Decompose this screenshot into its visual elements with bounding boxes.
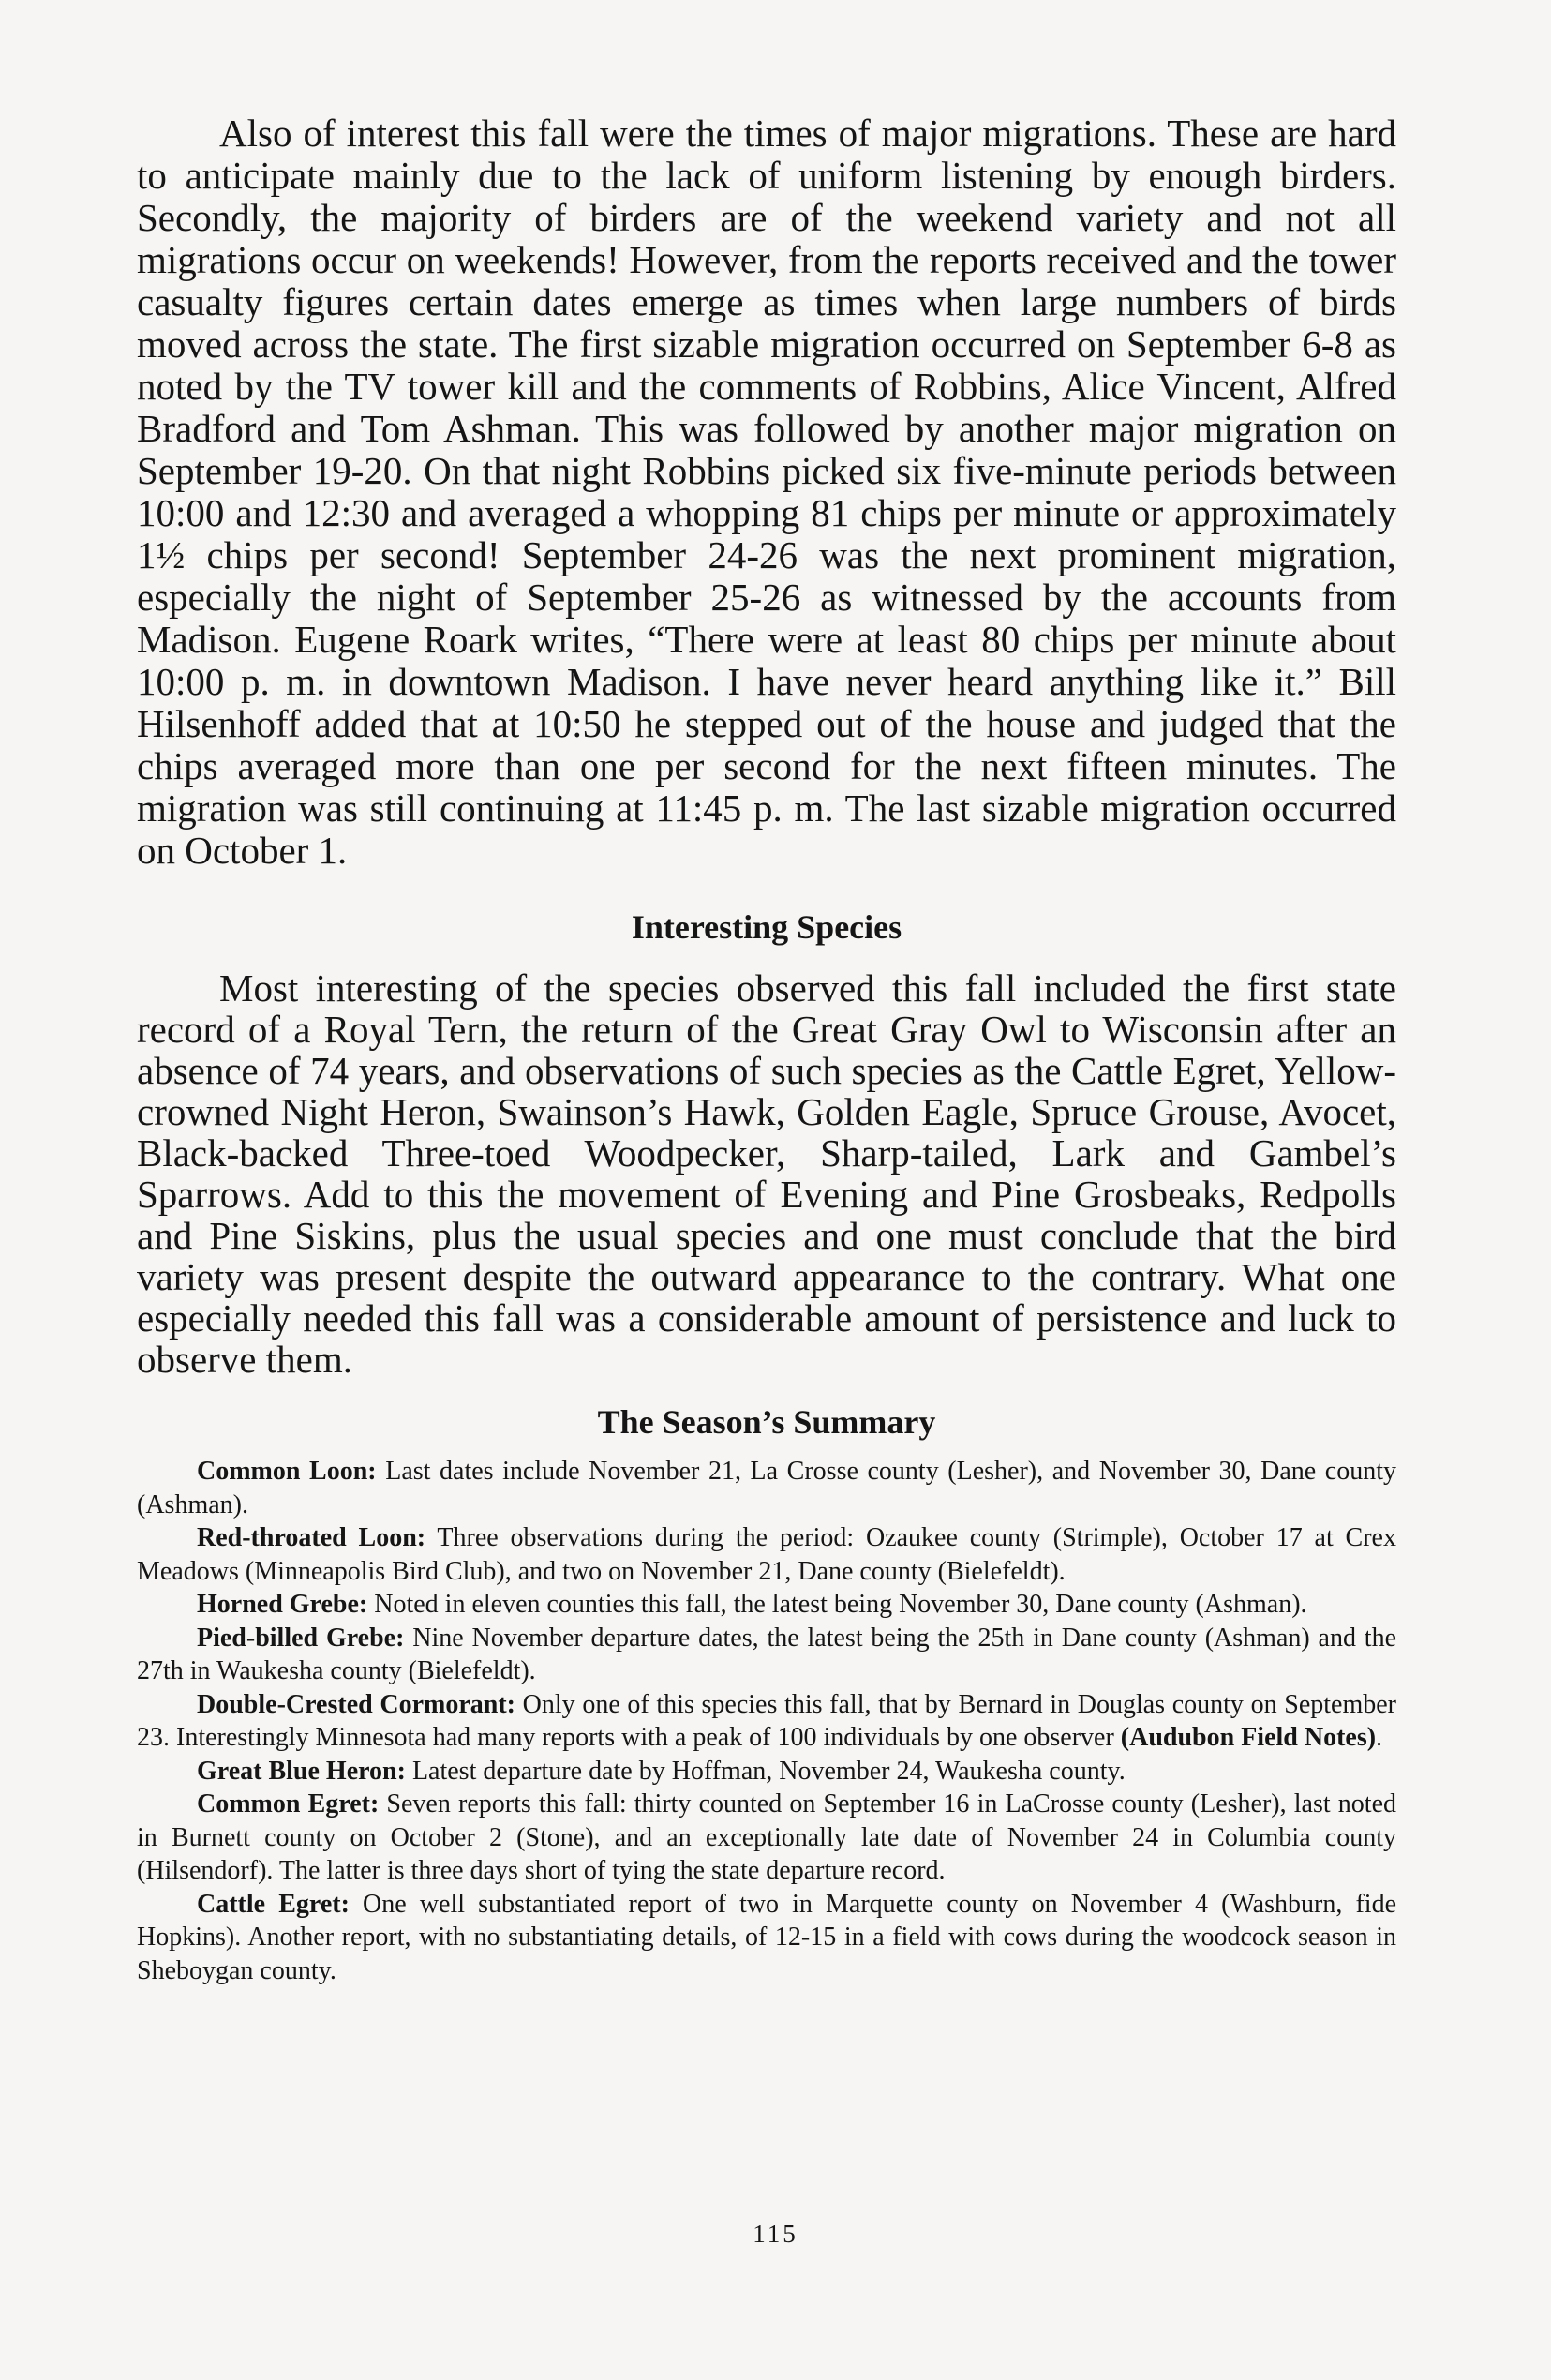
summary-entry-horned-grebe <box>137 1588 1396 1622</box>
species-note: Seven reports this fall: thirty counted on September 16 in LaCrosse county (Lesher), last noted in Burnett county on October 2 (Stone), and an exceptionally late date of November 24 in Columbia county (Hilsendorf). The latter is three days short of tying the state departure record. <box>137 1789 1396 1885</box>
species-name: Horned Grebe: <box>197 1590 368 1619</box>
summary-entry-red-throated-loon <box>137 1521 1396 1588</box>
species-name: Common Loon: <box>197 1457 377 1486</box>
species-note: Latest departure date by Hoffman, November 24, Waukesha county. <box>405 1756 1126 1786</box>
species-note: Nine November departure dates, the latest being the 25th in Dane county (Ashman) and the 27th in Waukesha county (Bielefeldt). <box>137 1623 1396 1685</box>
species-note: Three observations during the period: Ozaukee county (Strimple), October 17 at Crex Meadows (Minneapolis Bird Club), and two on November 21, Dane county (Bielefeldt). <box>137 1523 1396 1586</box>
species-name: Double-Crested Cormorant: <box>197 1689 515 1719</box>
species-name: Pied-billed Grebe: <box>197 1623 405 1653</box>
species-name: Common Egret: <box>197 1789 380 1819</box>
page-content <box>137 112 1396 1987</box>
species-note: Only one of this species this fall, that by Bernard in Douglas county on September 23. Interestingly Minnesota had many reports with a peak of 100 individuals by one observer <box>137 1689 1397 1752</box>
summary-entry-double-crested-cormorant <box>137 1688 1396 1755</box>
seasons-summary-heading: The Season’s Summary <box>597 1403 936 1441</box>
summary-entry-common-egret <box>137 1788 1396 1888</box>
species-name: Cattle Egret: <box>197 1889 350 1919</box>
interesting-species-heading: Interesting Species <box>631 908 902 946</box>
summary-entry-cattle-egret <box>137 1888 1396 1988</box>
species-name: Great Blue Heron: <box>197 1756 406 1786</box>
species-note: Noted in eleven counties this fall, the latest being November 30, Dane county (Ashman). <box>367 1590 1307 1619</box>
summary-entry-pied-billed-grebe <box>137 1622 1396 1688</box>
species-name: Red-throated Loon: <box>197 1523 426 1552</box>
citation-reference: (Audubon Field Notes) <box>1120 1723 1377 1752</box>
species-note: Last dates include November 21, La Crosse county (Lesher), and November 30, Dane county (Ashman). <box>137 1457 1397 1519</box>
interesting-species-paragraph: Most interesting of the species observed this fall included the first state record of a Royal Tern, the return of the Great Gray Owl to Wisconsin after an absence of 74 years, and observations of such species as the Cattle Egret, Yellow-crowned Night Heron, Swainson’s Hawk, Golden Eagle, Spruce Grouse, Avocet, Black-backed Three-toed Woodpecker, Sharp-tailed, Lark and Gambel’s Sparrows. Add to this the movement of Evening and Pine Grosbeaks, Redpolls and Pine Siskins, plus the usual species and one must conclude that the bird variety was present despite the outward appearance to the contrary. What one especially needed this fall was a considerable amount of persistence and luck to observe them. <box>137 966 1396 1381</box>
page-number: 115 <box>753 2220 798 2248</box>
species-note: One well substantiated report of two in Marquette county on November 4 (Washburn, fide Hopkins). Another report, with no substantiating details, of 12-15 in a field with cows during the woodcock season in Sheboygan county. <box>137 1889 1396 1985</box>
summary-entry-great-blue-heron <box>137 1755 1396 1789</box>
intro-paragraph: Also of interest this fall were the times of major migrations. These are hard to anticipate mainly due to the lack of uniform listening by enough birders. Secondly, the majority of birders are of the weekend variety and not all migrations occur on weekends! However, from the reports received and the tower casualty figures certain dates emerge as times when large numbers of birds moved across the state. The first sizable migration occurred on September 6-8 as noted by the TV tower kill and the comments of Robbins, Alice Vincent, Alfred Bradford and Tom Ashman. This was followed by another major migration on September 19-20. On that night Robbins picked six five-minute periods between 10:00 and 12:30 and averaged a whopping 81 chips per minute or approximately 1½ chips per second! September 24-26 was the next prominent migration, especially the night of September 25-26 as witnessed by the accounts from Madison. Eugene Roark writes, “There were at least 80 chips per minute about 10:00 p. m. in downtown Madison. I have never heard anything like it.” Bill Hilsenhoff added that at 10:50 he stepped out of the house and judged that the chips averaged more than one per second for the next fifteen minutes. The migration was still continuing at 11:45 p. m. The last sizable migration occurred on October 1. <box>137 112 1396 872</box>
seasons-summary-list <box>137 1455 1396 1987</box>
intro-section <box>137 112 1396 872</box>
summary-entry-common-loon <box>137 1455 1396 1521</box>
species-note-tail: . <box>1376 1723 1383 1752</box>
